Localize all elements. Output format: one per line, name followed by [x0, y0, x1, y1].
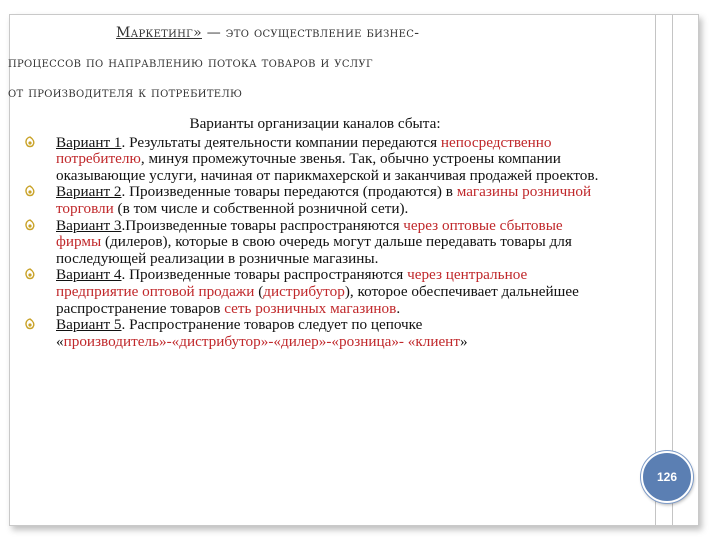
variant-highlight: сеть розничных магазинов	[224, 299, 397, 317]
list-item	[20, 317, 610, 350]
list-item	[20, 135, 610, 185]
variant-text: , минуя промежуточные звенья. Так, обычно устроены компании оказывающие услуги, начиная от парикмахерской и заканчивая продажей проектов.	[56, 150, 599, 184]
fleuron-bullet-icon	[23, 136, 37, 150]
list-item	[20, 267, 610, 317]
fleuron-bullet-icon	[23, 318, 37, 332]
variant-highlight: дистрибутор	[263, 282, 345, 300]
variant-highlight: производитель»-«дистрибутор»-«дилер»-«розница»- «клиент	[63, 332, 460, 350]
variant-label: Вариант 5	[56, 316, 122, 334]
variant-label: Вариант 4	[56, 266, 122, 284]
variant-label: Вариант 3	[56, 216, 122, 234]
list-item	[20, 218, 610, 268]
variant-text: »	[459, 332, 468, 350]
intro-heading: Варианты организации каналов сбыта:	[189, 115, 441, 132]
frame-rule-outer	[672, 15, 673, 525]
title-line-1-rest: — это осуществление бизнес-	[201, 25, 420, 41]
list-item	[20, 184, 610, 217]
variant-text: ), которое обеспечивает дальнейшее распространение товаров	[56, 282, 579, 317]
fleuron-bullet-icon	[23, 185, 37, 199]
variant-text: .	[396, 299, 401, 317]
variant-text: . Произведенные товары передаются (продаются) в	[121, 183, 457, 201]
variant-text: . Произведенные товары распространяются	[121, 266, 408, 284]
slide-title	[8, 18, 668, 108]
page-number-badge: 126	[641, 451, 693, 503]
slide-body	[20, 116, 610, 350]
fleuron-bullet-icon	[23, 219, 37, 233]
variant-text: .Произведенные товары распространяются	[121, 216, 404, 234]
title-line-1	[8, 18, 668, 48]
variant-text: (дилеров), которые в свою очередь могут дальше передавать товары для последующей реализации в розничные магазины.	[56, 233, 572, 267]
variant-list	[20, 135, 610, 351]
variant-highlight: через оптовые сбытовые фирмы	[56, 216, 563, 251]
variant-highlight: магазины розничной торговли	[56, 183, 592, 217]
variant-text: (в том числе и собственной розничной сети).	[113, 199, 409, 217]
title-line-3: от производителя к потребителю	[8, 85, 243, 101]
variant-label: Вариант 2	[56, 183, 122, 201]
variant-text: . Распространение товаров следует по цепочке «	[56, 316, 423, 350]
variant-text: . Результаты деятельности компании передаются	[121, 133, 441, 151]
variant-text: (	[254, 282, 264, 300]
variant-highlight: через центральное предприятие оптовой продажи	[56, 266, 528, 300]
fleuron-bullet-icon	[23, 268, 37, 282]
variant-highlight: непосредственно потребителю	[56, 133, 552, 168]
title-brand: Маркетинг»	[116, 25, 202, 41]
variant-label: Вариант 1	[56, 133, 122, 151]
title-line-2: процессов по направлению потока товаров и услуг	[8, 55, 373, 71]
